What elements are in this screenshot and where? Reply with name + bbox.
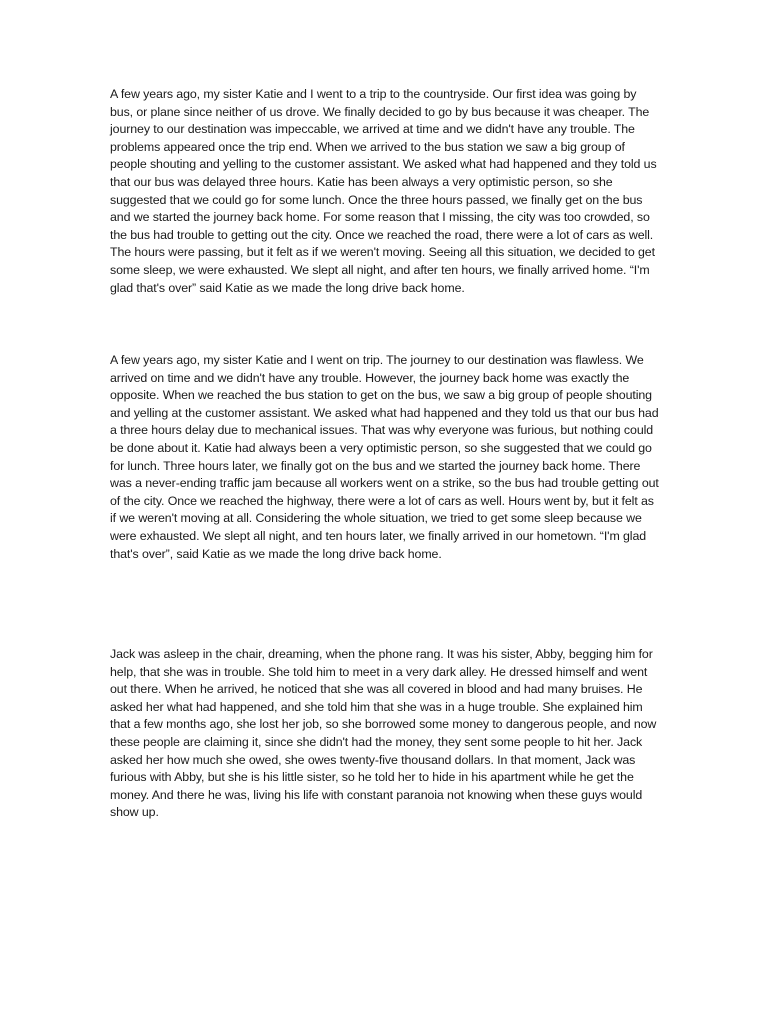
- paragraph-revised-draft: A few years ago, my sister Katie and I went on trip. The journey to our destination was flawless. We arrived on time and we didn't have any trouble. However, the journey back home was exactly the opposite. When we reached the bus station to get on the bus, we saw a big group of people shouting and yelling at the customer assistant. We asked what had happened and they told us that our bus had a three hours delay due to mechanical issues. That was why everyone was furious, but nothing could be done about it. Katie had always been a very optimistic person, so she suggested that we could go for lunch. Three hours later, we finally got on the bus and we started the journey back home. There was a never-ending traffic jam because all workers went on a strike, so the bus had trouble getting out of the city. Once we reached the highway, there were a lot of cars as well. Hours went by, but it felt as if we weren't moving at all. Considering the whole situation, we tried to get some sleep because we were exhausted. We slept all night, and ten hours later, we finally arrived in our hometown. “I'm glad that's over”, said Katie as we made the long drive back home.: [110, 353, 659, 561]
- paragraph-jack-story: Jack was asleep in the chair, dreaming, when the phone rang. It was his sister, Abby, begging him for help, that she was in trouble. She told him to meet in a very dark alley. He dressed himself and went out there. When he arrived, he noticed that she was all covered in blood and had many bruises. He asked her what had happened, and she told him that she was in a huge trouble. She explained him that a few months ago, she lost her job, so she borrowed some money to dangerous people, and now these people are claiming it, since she didn't had the money, they sent some people to hit her. Jack asked her how much she owed, she owes twenty-five thousand dollars. In that moment, Jack was furious with Abby, but she is his little sister, so he told her to hide in his apartment while he get the money. And there he was, living his life with constant paranoia not knowing when these guys would show up.: [110, 647, 657, 820]
- paragraph-first-draft: A few years ago, my sister Katie and I went to a trip to the countryside. Our first idea was going by bus, or plane since neither of us drove. We finally decided to go by bus because it was cheaper. The journey to our destination was impeccable, we arrived at time and we didn't have any trouble. The problems appeared once the trip end. When we arrived to the bus station we saw a big group of people shouting and yelling to the customer assistant. We asked what had happened and they told us that our bus was delayed three hours. Katie has been always a very optimistic person, so she suggested that we could go for some lunch. Once the three hours passed, we finally get on the bus and we started the journey back home. For some reason that I missing, the city was too crowded, so the bus had trouble to getting out the city. Once we reached the road, there were a lot of cars as well. The hours were passing, but it felt as if we weren't moving. Seeing all this situation, we decided to get some sleep, we were exhausted. We slept all night, and after ten hours, we finally arrived home. “I'm glad that's over” said Katie as we made the long drive back home.: [110, 87, 657, 295]
